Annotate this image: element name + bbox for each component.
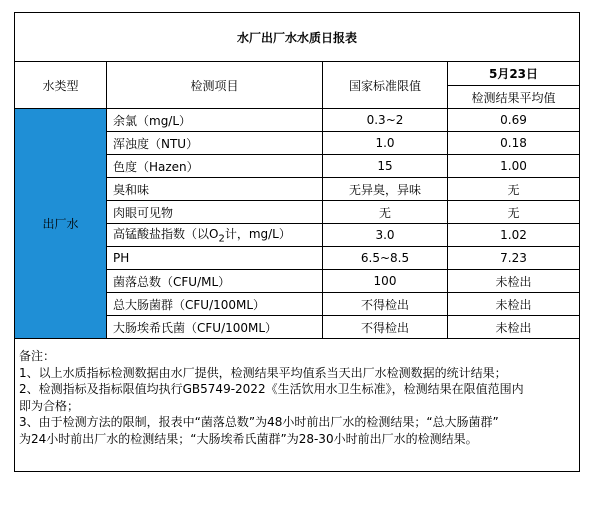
- result-visible-matter: 无: [448, 201, 580, 224]
- header-limit: 国家标准限值: [323, 62, 448, 109]
- limit-ph: 6.5~8.5: [323, 247, 448, 270]
- header-date: 5月23日: [448, 62, 580, 86]
- header-item: 检测项目: [107, 62, 323, 109]
- result-permanganate-index: 1.02: [448, 224, 580, 247]
- notes-heading: 备注：: [19, 349, 56, 363]
- item-permanganate-prefix: 高锰酸盐指数（以O: [113, 227, 219, 242]
- item-turbidity: 浑浊度（NTU）: [107, 132, 323, 155]
- result-odor-taste: 无: [448, 178, 580, 201]
- result-total-coliforms: 未检出: [448, 293, 580, 316]
- water-type-cell: 出厂水: [15, 109, 107, 339]
- note-line: 2、检测指标及指标限值均执行GB5749-2022《生活饮用水卫生标准》，检测结果在限值范围内: [19, 382, 524, 396]
- result-residual-chlorine: 0.69: [448, 109, 580, 132]
- result-e-coli: 未检出: [448, 316, 580, 339]
- note-line: 1、以上水质指标检测数据由水厂提供，检测结果平均值系当天出厂水检测数据的统计结果；: [19, 365, 507, 380]
- limit-permanganate-index: 3.0: [323, 224, 448, 247]
- item-color: 色度（Hazen）: [107, 155, 323, 178]
- result-turbidity: 0.18: [448, 132, 580, 155]
- note-line: 为24小时前出厂水的检测结果；“大肠埃希氏菌群”为28-30小时前出厂水的检测结果。: [19, 431, 478, 446]
- report-table: [14, 12, 580, 472]
- item-e-coli: 大肠埃希氏菌（CFU/100ML）: [107, 316, 323, 339]
- item-odor-taste: 臭和味: [107, 178, 323, 201]
- report-title: 水厂出厂水水质日报表: [15, 13, 580, 62]
- limit-residual-chlorine: 0.3~2: [323, 109, 448, 132]
- note-line: 即为合格；: [19, 398, 80, 413]
- item-visible-matter: 肉眼可见物: [107, 201, 323, 224]
- result-ph: 7.23: [448, 247, 580, 270]
- limit-e-coli: 不得检出: [323, 316, 448, 339]
- limit-total-coliforms: 不得检出: [323, 293, 448, 316]
- item-permanganate-sub: 2: [218, 233, 225, 245]
- item-permanganate-suffix: 计，mg/L）: [224, 227, 291, 242]
- result-color: 1.00: [448, 155, 580, 178]
- header-water-type: 水类型: [15, 62, 107, 109]
- result-total-bacteria: 未检出: [448, 270, 580, 293]
- water-quality-report: [14, 12, 579, 494]
- item-ph: PH: [107, 247, 323, 270]
- limit-total-bacteria: 100: [323, 270, 448, 293]
- item-total-bacteria: 菌落总数（CFU/ML）: [107, 270, 323, 293]
- notes-section: [15, 339, 580, 472]
- item-residual-chlorine: 余氯（mg/L）: [107, 109, 323, 132]
- item-total-coliforms: 总大肠菌群（CFU/100ML）: [107, 293, 323, 316]
- item-permanganate-index: [107, 224, 323, 247]
- note-line: 3、由于检测方法的限制，报表中“菌落总数”为48小时前出厂水的检测结果；“总大肠菌群”: [19, 415, 499, 429]
- header-result: 检测结果平均值: [448, 86, 580, 109]
- limit-color: 15: [323, 155, 448, 178]
- limit-turbidity: 1.0: [323, 132, 448, 155]
- limit-odor-taste: 无异臭，异味: [323, 178, 448, 201]
- limit-visible-matter: 无: [323, 201, 448, 224]
